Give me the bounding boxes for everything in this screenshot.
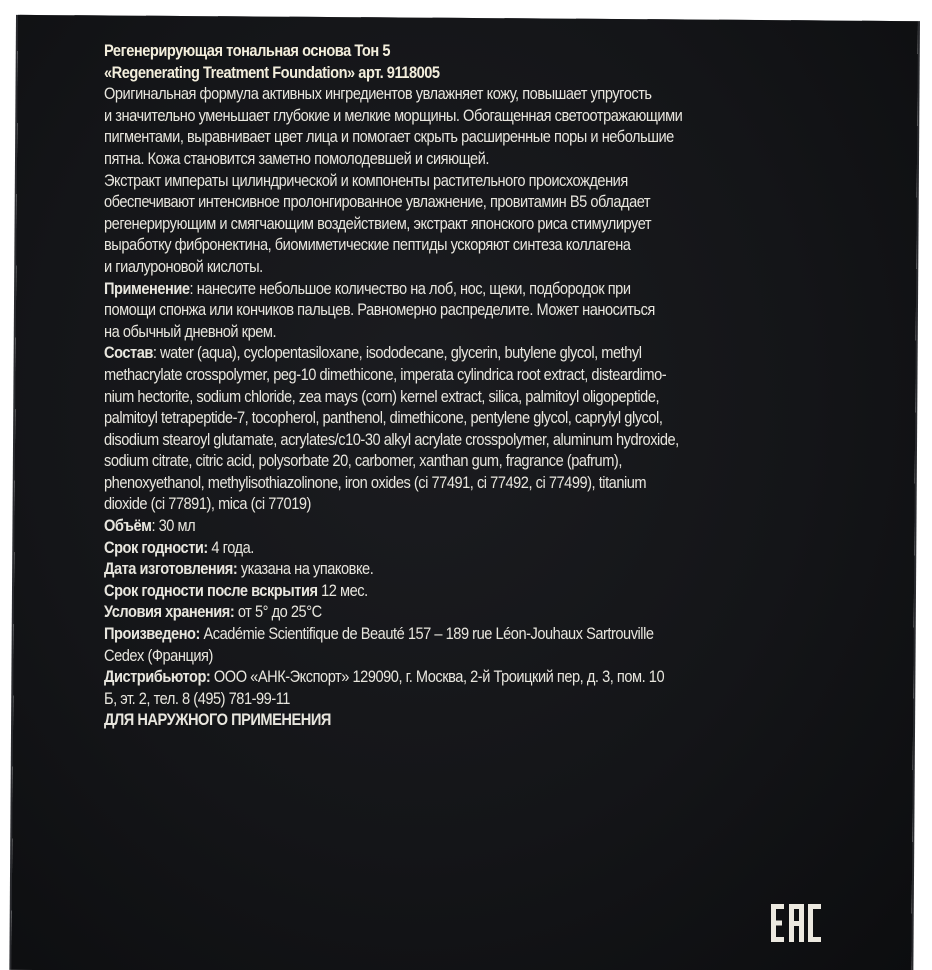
distributor-line [104,666,758,688]
volume-line [104,515,758,537]
after-opening-label: Срок годности после вскрытия [104,580,318,600]
storage-line [104,601,758,623]
producer-line: Cedex (Франция) [104,645,213,665]
after-opening-line [104,580,758,602]
storage-value: от 5° до 25°C [234,602,322,622]
volume-value: : 30 мл [151,516,196,536]
manufacture-date-label: Дата изготовления: [104,559,238,579]
producer-line [104,623,758,645]
description-line: и значительно уменьшает глубокие и мелкие морщины. Обогащенная светоотражающими [104,105,683,125]
composition-line [104,342,758,364]
shelf-life-line [104,537,758,559]
description-line: Экстракт императы цилиндрической и компоненты растительного происхождения [104,170,628,190]
producer-value: Académie Scientifique de Beauté 157 – 189 rue Léon-Jouhaux Sartrouville [199,624,654,644]
manufacture-date-value: указана на упаковке. [237,559,374,579]
composition-line: nium hectorite, sodium chloride, zea mays (corn) kernel extract, silica, palmitoyl oligopeptide, [104,386,660,406]
after-opening-value: 12 мес. [317,580,368,600]
product-title-line2: «Regenerating Treatment Foundation» арт. 9118005 [104,62,440,82]
application-line: помощи спонжа или кончиков пальцев. Равномерно распределите. Может наноситься [104,300,655,320]
description-line: и гиалуроновой кислоты. [104,256,263,276]
eac-mark-icon [770,902,822,944]
application-text: : нанесите небольшое количество на лоб, нос, щеки, подбородок при [189,278,631,298]
description-line: выработку фибронектина, биомиметические пептиды ускоряют синтеза коллагена [104,235,631,255]
distributor-label: Дистрибьютор: [104,667,211,687]
distributor-value: ООО «АНК-Экспорт» 129090, г. Москва, 2-й Троицкий пер, д. 3, пом. 10 [210,667,665,687]
shelf-life-value: 4 года. [207,537,254,557]
composition-line: dioxide (ci 77891), mica (ci 77019) [104,494,311,514]
composition-line: methacrylate crosspolymer, peg-10 dimethicone, imperata cylindrica root extract, disteardimo- [104,364,667,384]
description-line: обеспечивают интенсивное пролонгированное увлажнение, провитамин В5 обладает [104,192,651,212]
application-line: на обычный дневной крем. [104,321,277,341]
volume-label: Объём [104,516,152,536]
application-line [104,278,758,300]
producer-label: Произведено: [104,624,200,644]
application-label: Применение [104,278,190,298]
product-title-line1: Регенерирующая тональная основа Тон 5 [104,41,390,60]
storage-label: Условия хранения: [104,602,235,622]
label-text [104,40,758,731]
composition-line: disodium stearoyl glutamate, acrylates/c10-30 alkyl acrylate crosspolymer, aluminum hydroxide, [104,429,679,449]
composition-label: Состав [104,343,153,363]
composition-text: : water (aqua), cyclopentasiloxane, isododecane, glycerin, butylene glycol, methyl [152,343,642,363]
description-line: регенерирующим и смягчающим воздействием, экстракт японского риса стимулирует [104,213,652,233]
external-use-note: ДЛЯ НАРУЖНОГО ПРИМЕНЕНИЯ [104,710,331,730]
distributor-line: Б, эт. 2, тел. 8 (495) 781-99-11 [104,688,290,708]
description-line: Оригинальная формула активных ингредиентов увлажняет кожу, повышает упругость [104,84,652,104]
description-line: пятна. Кожа становится заметно помолодевшей и сияющей. [104,148,489,168]
manufacture-date-line [104,558,758,580]
composition-line: phenoxyethanol, methylisothiazolinone, iron oxides (ci 77491, ci 77492, ci 77499), titanium [104,472,647,492]
description-line: пигментами, выравнивает цвет лица и помогает скрыть расширенные поры и небольшие [104,127,674,147]
composition-line: palmitoyl tetrapeptide-7, tocopherol, panthenol, dimethicone, pentylene glycol, caprylyl glycol, [104,408,663,428]
shelf-life-label: Срок годности: [104,537,208,557]
composition-line: sodium citrate, citric acid, polysorbate 20, carbomer, xanthan gum, fragrance (pafrum), [104,451,622,471]
